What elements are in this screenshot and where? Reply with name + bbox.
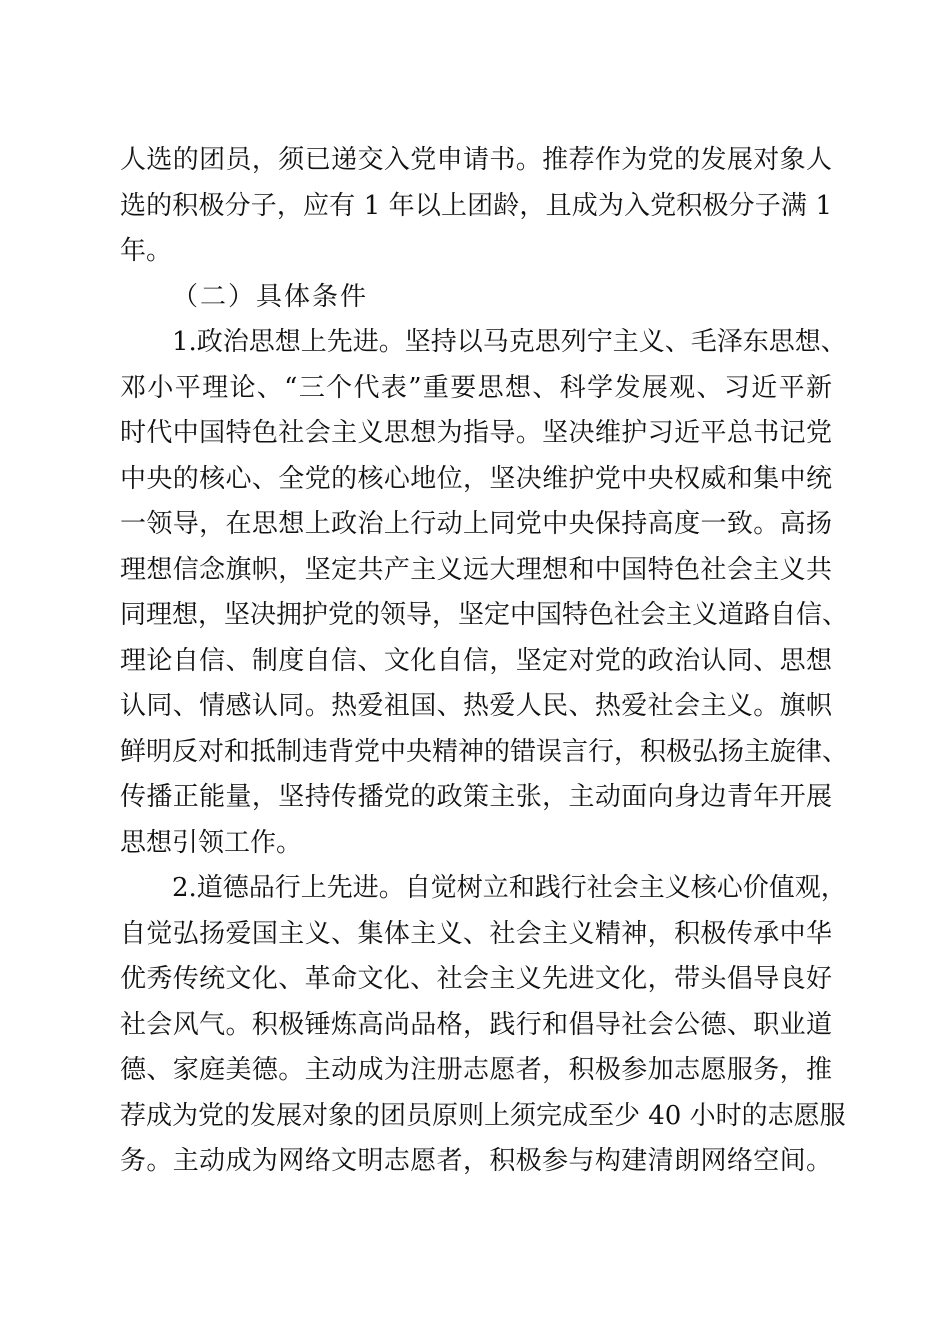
- paragraph-line: 优秀传统文化、革命文化、社会主义先进文化，带头倡导良好: [120, 964, 832, 994]
- paragraph-line: 年。: [120, 236, 173, 266]
- paragraph-line: 认同、情感认同。热爱祖国、热爱人民、热爱社会主义。旗帜: [120, 691, 832, 721]
- paragraph-line: 鲜明反对和抵制违背党中央精神的错误言行，积极弘扬主旋律、: [120, 737, 849, 767]
- paragraph-line: 邓小平理论、“三个代表”重要思想、科学发展观、习近平新: [120, 373, 832, 403]
- paragraph-line: 社会风气。积极锤炼高尚品格，践行和倡导社会公德、职业道: [120, 1010, 832, 1040]
- paragraph-line: 思想引领工作。: [120, 828, 303, 858]
- paragraph-line: 1.政治思想上先进。坚持以马克思列宁主义、毛泽东思想、: [172, 327, 847, 357]
- paragraph-line: 时代中国特色社会主义思想为指导。坚决维护习近平总书记党: [120, 418, 832, 448]
- paragraph-line: 中央的核心、全党的核心地位，坚决维护党中央权威和集中统: [120, 464, 832, 494]
- paragraph-line: 荐成为党的发展对象的团员原则上须完成至少 40 小时的志愿服: [120, 1101, 846, 1131]
- paragraph-line: 务。主动成为网络文明志愿者，积极参与构建清朗网络空间。: [120, 1146, 832, 1176]
- paragraph-line: 一领导，在思想上政治上行动上同党中央保持高度一致。高扬: [120, 509, 832, 539]
- paragraph-line: 同理想，坚决拥护党的领导，坚定中国特色社会主义道路自信、: [120, 600, 849, 630]
- paragraph-line: 传播正能量，坚持传播党的政策主张，主动面向身边青年开展: [120, 782, 832, 812]
- paragraph-line: 人选的团员，须已递交入党申请书。推荐作为党的发展对象人: [120, 145, 832, 175]
- paragraph-line: 2.道德品行上先进。自觉树立和践行社会主义核心价值观，: [172, 873, 847, 903]
- section-heading: （二）具体条件: [172, 282, 369, 312]
- paragraph-line: 德、家庭美德。主动成为注册志愿者，积极参加志愿服务，推: [120, 1055, 832, 1085]
- paragraph-line: 理想信念旗帜，坚定共产主义远大理想和中国特色社会主义共: [120, 555, 832, 585]
- paragraph-line: 自觉弘扬爱国主义、集体主义、社会主义精神，积极传承中华: [120, 919, 832, 949]
- paragraph-line: 选的积极分子，应有 1 年以上团龄，且成为入党积极分子满 1: [120, 191, 832, 221]
- paragraph-line: 理论自信、制度自信、文化自信，坚定对党的政治认同、思想: [120, 646, 832, 676]
